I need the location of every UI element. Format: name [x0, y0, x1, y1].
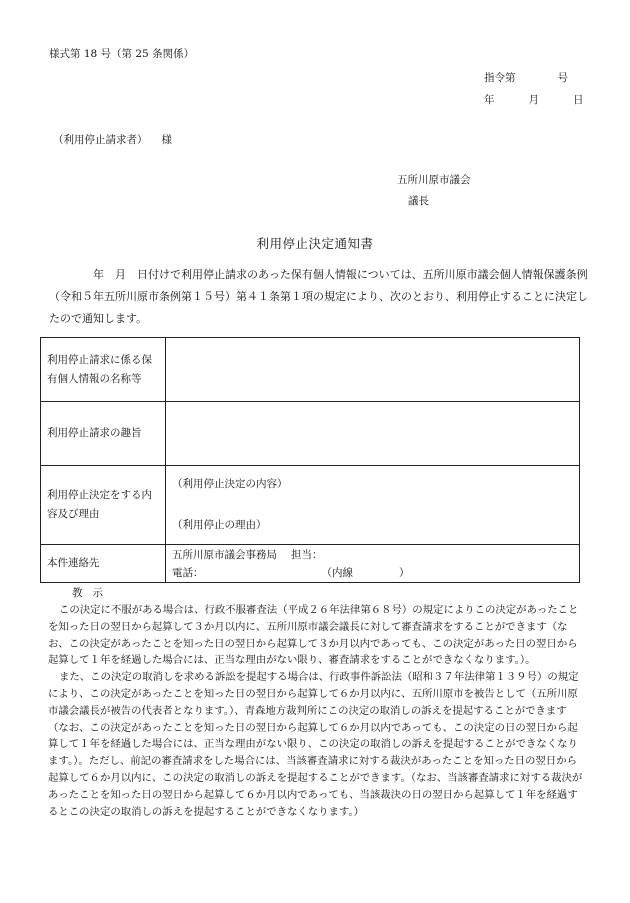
- recipient-honorific: 様: [161, 134, 172, 146]
- notice-body: [48, 602, 583, 820]
- contact-office-line: [172, 546, 573, 564]
- sender-title: 議長: [408, 195, 429, 207]
- decision-content-label: （利用停止決定の内容）: [172, 478, 288, 490]
- form-number: 様式第 18 号（第 25 条関係）: [49, 48, 195, 60]
- intro-paragraph: 年 月 日付けで利用停止請求のあった保有個人情報については、五所川原市議会個人情報保護条例（令和５年五所川原市条例第１５号）第４１条第１項の規定により、次のとおり、利用停止することに決定したので通知します。: [49, 268, 588, 325]
- issue-date-year: 年: [484, 94, 495, 106]
- row-label-request-purpose: 利用停止請求の趣旨: [41, 402, 166, 466]
- notice-paragraph-lawsuit: また、この決定の取消しを求める訴訟を提起する場合は、行政事件訴訟法（昭和３７年法律第１３９号）の規定により、この決定があったことを知った日の翌日から起算して６か月以内に、五所川原市を被告として（五所川原市議会議長が被告の代表者となります。）、青森地方裁判所にこの決定の取消しの訴えを提起することができます（なお、この決定があったことを知った日の翌日から起算して６か月以内であっても、この決定の日の翌日から起算して１年を経過した場合には、正当な理由がない限り、この決定の取消しの訴えを提起することができなくなります。）。ただし、前記の審査請求をした場合には、当該審査請求に対する裁決があったことを知った日の翌日から起算して６か月以内に、この決定の取消しの訴えを提起することができます。（なお、当該審査請求に対する裁決があったことを知った日の翌日から起算して６か月以内であっても、当該裁決の日の翌日から起算して１年を経過するとこの決定の取消しの訴えを提起することができなくなります。）: [48, 671, 583, 818]
- issue-date-day: 日: [573, 94, 584, 106]
- document-title: 利用停止決定通知書: [256, 236, 374, 251]
- notice-heading: 教示: [72, 587, 113, 599]
- row-label-decision: 利用停止決定をする内容及び理由: [41, 466, 166, 545]
- contact-person-label: 担当：: [291, 548, 323, 561]
- recipient: [53, 132, 172, 147]
- table-row: [41, 338, 580, 402]
- table-row: [41, 402, 580, 466]
- contact-office: 五所川原市議会事務局: [172, 548, 277, 561]
- recipient-name: （利用停止請求者）: [53, 134, 148, 146]
- row-label-contact: 本件連絡先: [41, 545, 166, 583]
- issue-number: [484, 70, 568, 85]
- contact-extension-open: （内線: [321, 566, 353, 579]
- row-content-request-purpose: [166, 402, 580, 466]
- row-content-information-name: [166, 338, 580, 402]
- info-table: [40, 337, 580, 583]
- sender-organization: 五所川原市議会: [397, 174, 471, 186]
- table-row: [41, 466, 580, 545]
- notice-paragraph-appeal: この決定に不服がある場合は、行政不服審査法（平成２６年法律第６８号）の規定によりこの決定があったことを知った日の翌日から起算して３か月以内に、五所川原市議会議長に対して審査請求をすることができます（なお、この決定があったことを知った日の翌日から起算して３か月以内であっても、この決定があった日の翌日から起算して１年を経過した場合には、正当な理由がない限り、審査請求をすることができなくなります。）。: [48, 604, 579, 667]
- contact-extension-close: ）: [399, 566, 410, 579]
- table-row: [41, 545, 580, 583]
- row-content-contact: [166, 545, 580, 583]
- contact-phone-label: 電話：: [172, 566, 204, 579]
- decision-reason-label: （利用停止の理由）: [172, 519, 267, 531]
- issue-date: [484, 92, 584, 107]
- row-label-information-name: 利用停止請求に係る保有個人情報の名称等: [41, 338, 166, 402]
- issue-date-month: 月: [528, 94, 539, 106]
- issue-number-suffix: 号: [557, 72, 568, 84]
- contact-phone-line: [172, 564, 573, 582]
- issue-number-prefix: 指令第: [484, 72, 516, 84]
- row-content-decision: [166, 466, 580, 545]
